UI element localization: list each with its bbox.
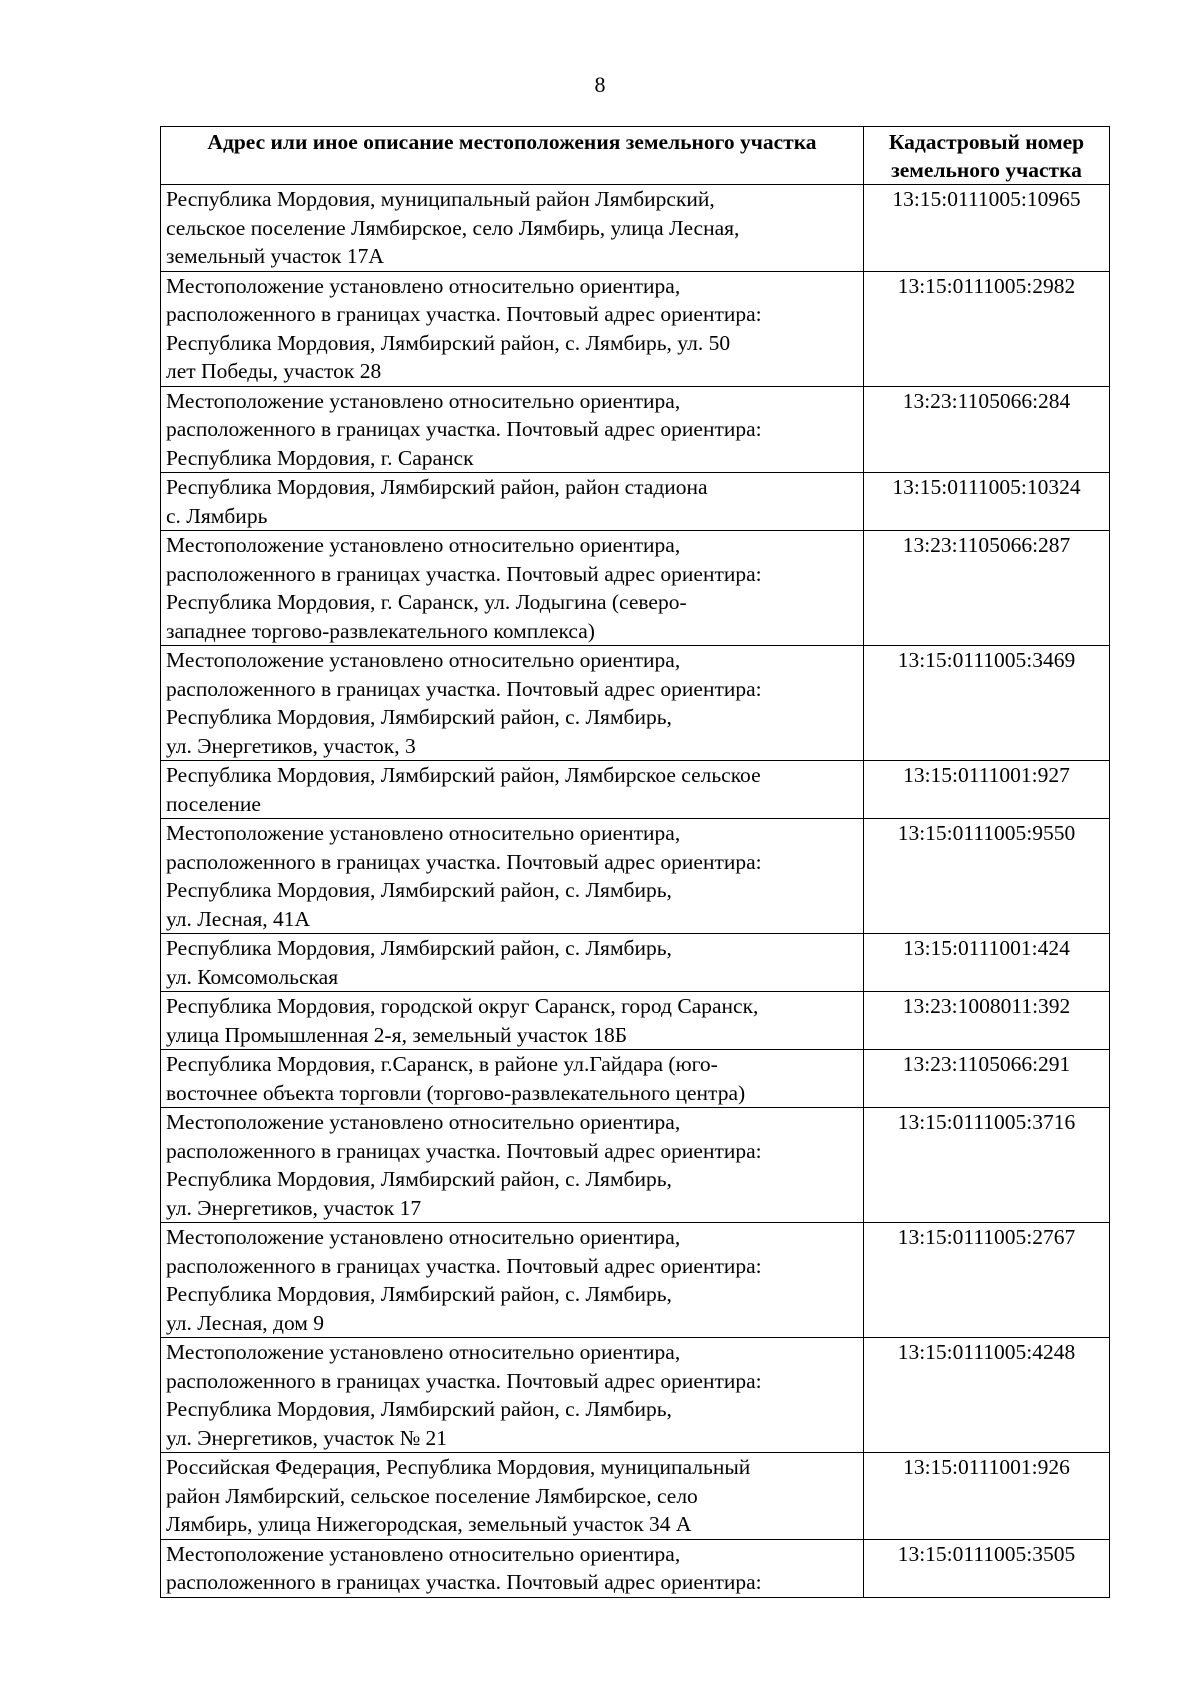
table-row — [161, 531, 1110, 646]
address-cell: Республика Мордовия, Лямбирский район, Лямбирское сельское поселение — [161, 761, 864, 819]
cadastral-cell: 13:23:1105066:291 — [864, 1050, 1110, 1108]
address-cell: Местоположение установлено относительно ориентира, расположенного в границах участка. Почтовый адрес ориентира: Республика Мордовия, Лямбирский район, с. Лямбирь, ул. Лесная, 41А — [161, 819, 864, 934]
address-cell: Местоположение установлено относительно ориентира, расположенного в границах участка. Почтовый адрес ориентира: — [161, 1539, 864, 1597]
table-row — [161, 992, 1110, 1050]
table-row — [161, 1108, 1110, 1223]
address-cell: Местоположение установлено относительно ориентира, расположенного в границах участка. Почтовый адрес ориентира: Республика Мордовия, Лямбирский район, с. Лямбирь, ул. Энергетиков, участок, 3 — [161, 646, 864, 761]
header-cadastral: Кадастровый номер земельного участка — [864, 127, 1110, 185]
cadastral-cell: 13:23:1105066:287 — [864, 531, 1110, 646]
address-cell: Местоположение установлено относительно ориентира, расположенного в границах участка. Почтовый адрес ориентира: Республика Мордовия, г. Саранск — [161, 386, 864, 473]
cadastral-cell: 13:15:0111005:2767 — [864, 1223, 1110, 1338]
address-cell: Местоположение установлено относительно ориентира, расположенного в границах участка. Почтовый адрес ориентира: Республика Мордовия, Лямбирский район, с. Лямбирь, ул. Энергетиков, участок № 21 — [161, 1338, 864, 1453]
table-row — [161, 386, 1110, 473]
address-cell: Республика Мордовия, городской округ Саранск, город Саранск, улица Промышленная 2-я, земельный участок 18Б — [161, 992, 864, 1050]
address-cell: Местоположение установлено относительно ориентира, расположенного в границах участка. Почтовый адрес ориентира: Республика Мордовия, Лямбирский район, с. Лямбирь, ул. 50 лет Победы, участок 28 — [161, 271, 864, 386]
cadastral-cell: 13:15:0111005:2982 — [864, 271, 1110, 386]
table-row — [161, 271, 1110, 386]
cadastral-cell: 13:23:1105066:284 — [864, 386, 1110, 473]
table-row — [161, 1539, 1110, 1597]
page-number: 8 — [594, 72, 606, 97]
address-cell: Республика Мордовия, Лямбирский район, район стадиона с. Лямбирь — [161, 473, 864, 531]
cadastral-cell: 13:15:0111005:4248 — [864, 1338, 1110, 1453]
address-cell: Республика Мордовия, муниципальный район Лямбирский, сельское поселение Лямбирское, село Лямбирь, улица Лесная, земельный участок 17А — [161, 185, 864, 272]
table-row — [161, 1050, 1110, 1108]
address-cell: Местоположение установлено относительно ориентира, расположенного в границах участка. Почтовый адрес ориентира: Республика Мордовия, Лямбирский район, с. Лямбирь, ул. Лесная, дом 9 — [161, 1223, 864, 1338]
table-row — [161, 934, 1110, 992]
cadastral-cell: 13:23:1008011:392 — [864, 992, 1110, 1050]
table-row — [161, 1338, 1110, 1453]
cadastral-cell: 13:15:0111005:10965 — [864, 185, 1110, 272]
cadastral-cell: 13:15:0111005:3716 — [864, 1108, 1110, 1223]
address-cell: Местоположение установлено относительно ориентира, расположенного в границах участка. Почтовый адрес ориентира: Республика Мордовия, г. Саранск, ул. Лодыгина (северо- западнее торгово-развлекательного комплекса) — [161, 531, 864, 646]
cadastral-cell: 13:15:0111005:3469 — [864, 646, 1110, 761]
table-header-row — [161, 127, 1110, 185]
cadastral-cell: 13:15:0111001:926 — [864, 1453, 1110, 1540]
table-row — [161, 819, 1110, 934]
table-row — [161, 646, 1110, 761]
table-row — [161, 1223, 1110, 1338]
address-cell: Республика Мордовия, Лямбирский район, с. Лямбирь, ул. Комсомольская — [161, 934, 864, 992]
cadastral-cell: 13:15:0111005:10324 — [864, 473, 1110, 531]
cadastral-cell: 13:15:0111001:927 — [864, 761, 1110, 819]
land-plots-table — [160, 126, 1110, 1598]
cadastral-cell: 13:15:0111005:3505 — [864, 1539, 1110, 1597]
header-address: Адрес или иное описание местоположения земельного участка — [161, 127, 864, 185]
table-row — [161, 473, 1110, 531]
cadastral-cell: 13:15:0111005:9550 — [864, 819, 1110, 934]
table-row — [161, 761, 1110, 819]
address-cell: Республика Мордовия, г.Саранск, в районе ул.Гайдара (юго- восточнее объекта торговли (торгово-развлекательного центра) — [161, 1050, 864, 1108]
table-row — [161, 185, 1110, 272]
address-cell: Местоположение установлено относительно ориентира, расположенного в границах участка. Почтовый адрес ориентира: Республика Мордовия, Лямбирский район, с. Лямбирь, ул. Энергетиков, участок 17 — [161, 1108, 864, 1223]
table-row — [161, 1453, 1110, 1540]
cadastral-cell: 13:15:0111001:424 — [864, 934, 1110, 992]
address-cell: Российская Федерация, Республика Мордовия, муниципальный район Лямбирский, сельское поселение Лямбирское, село Лямбирь, улица Нижегородская, земельный участок 34 А — [161, 1453, 864, 1540]
